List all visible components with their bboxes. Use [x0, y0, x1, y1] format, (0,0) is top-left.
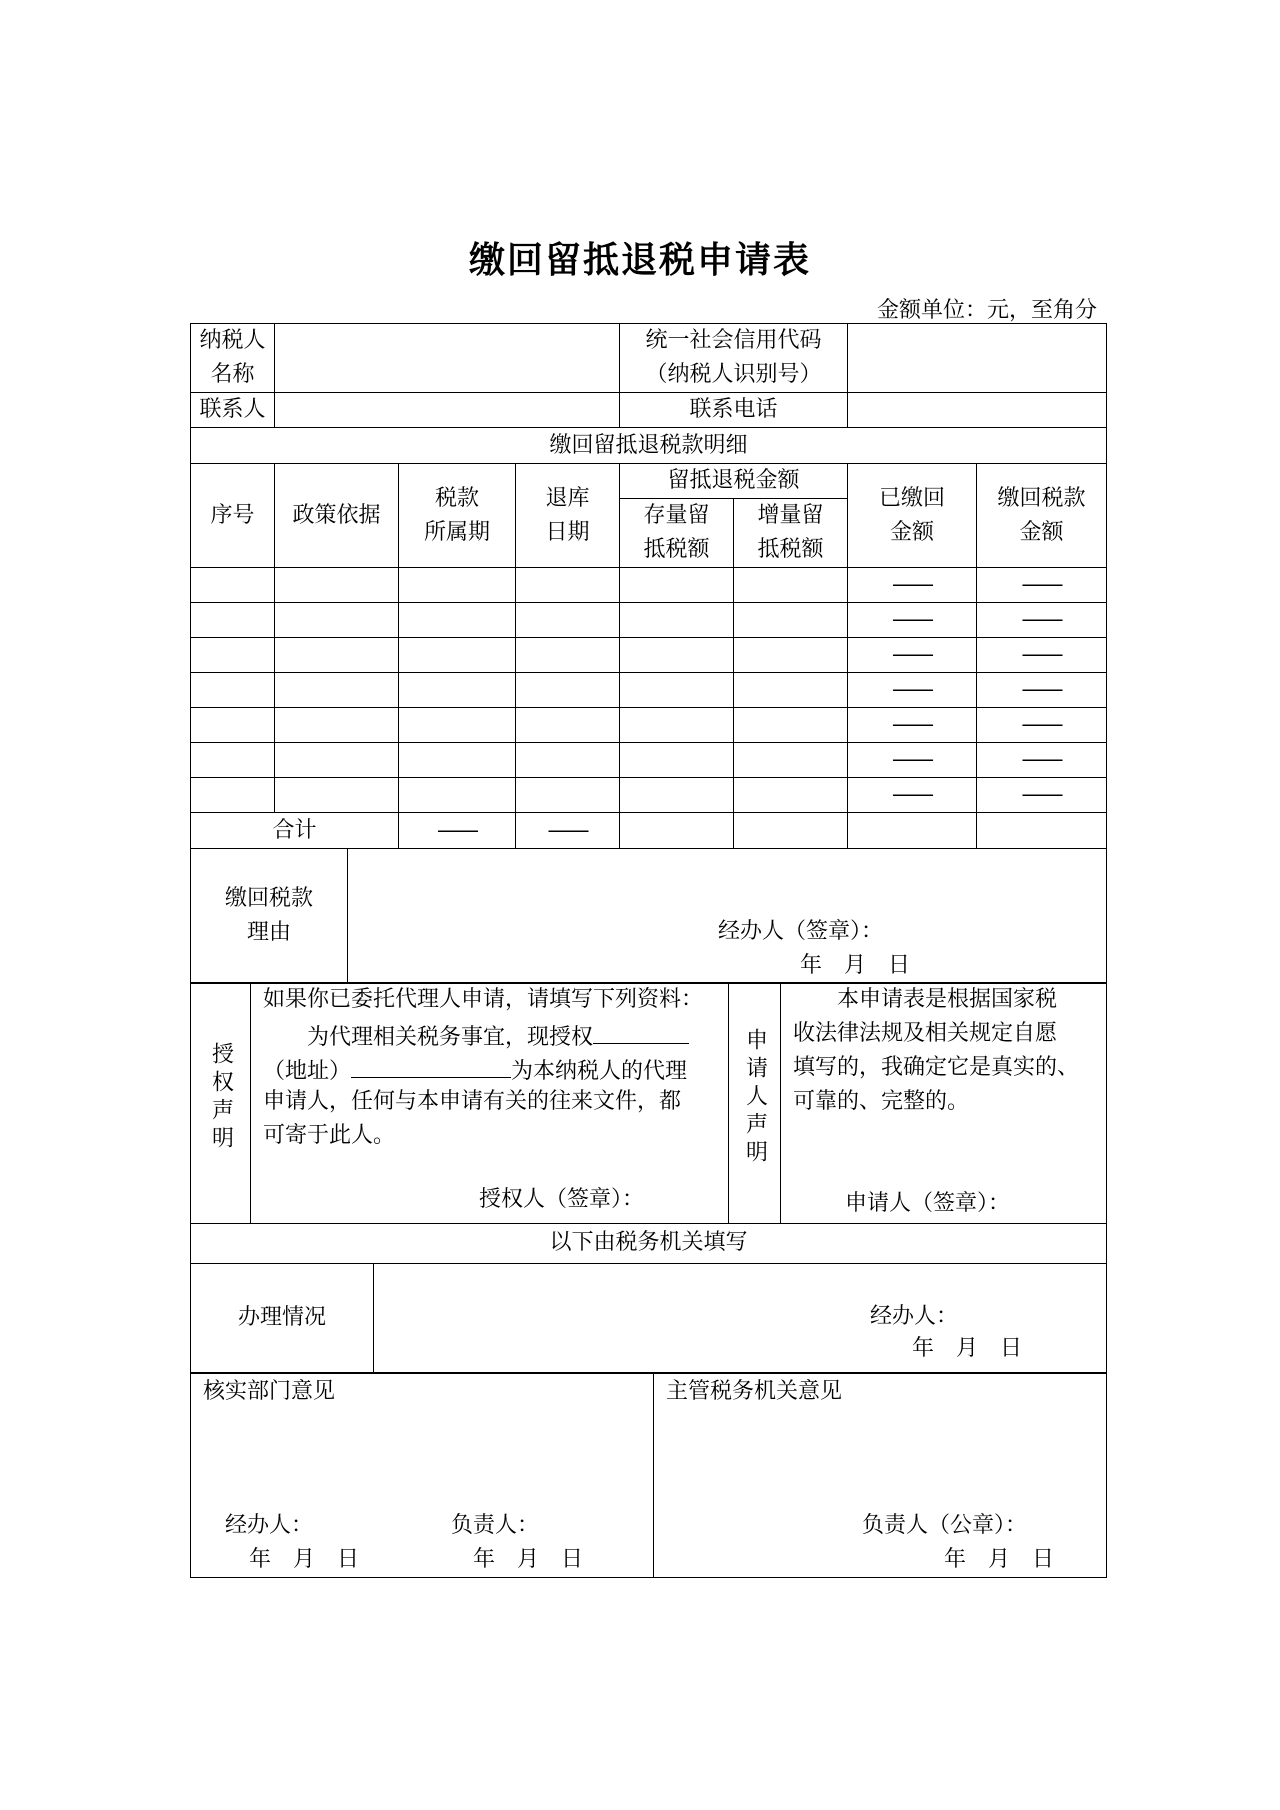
stock-field[interactable] [620, 603, 734, 638]
stock-field[interactable] [620, 568, 734, 603]
refund-date-field[interactable] [516, 568, 620, 603]
refund-date-field[interactable] [516, 603, 620, 638]
detail-row [191, 673, 1107, 708]
declaration-line-3: 填写的，我确定它是真实的、 [793, 1055, 1080, 1080]
verify-opinion-field[interactable] [191, 1373, 654, 1578]
policy-field[interactable] [275, 673, 399, 708]
authorization-content [251, 983, 729, 1224]
policy-field[interactable] [275, 778, 399, 813]
refund-date-field[interactable] [516, 673, 620, 708]
handling-label: 办理情况 [191, 1263, 374, 1373]
total-date-dash: —— [516, 813, 620, 849]
return-dash: —— [977, 568, 1107, 603]
taxpayer-name-label: 纳税人 名称 [191, 324, 275, 393]
policy-field[interactable] [275, 708, 399, 743]
header-refund-amount: 留抵退税金额 [620, 464, 848, 499]
total-incremental-field[interactable] [734, 813, 848, 849]
taxpayer-and-detail-table [190, 323, 1107, 849]
refund-date-field[interactable] [516, 778, 620, 813]
agent-name-blank[interactable] [593, 1017, 689, 1044]
header-return-amount: 缴回税款 金额 [977, 464, 1107, 568]
phone-label: 联系电话 [620, 393, 848, 428]
declaration-label: 申请人声明 [729, 983, 781, 1224]
policy-field[interactable] [275, 568, 399, 603]
incremental-field[interactable] [734, 673, 848, 708]
authorization-line-3: （地址） 为本纳税人的代理 [263, 1051, 687, 1089]
handling-handler: 经办人： [870, 1303, 959, 1329]
detail-row [191, 778, 1107, 813]
incremental-field[interactable] [734, 708, 848, 743]
amount-unit-note: 金额单位：元，至角分 [876, 298, 1097, 323]
period-field[interactable] [399, 743, 516, 778]
contact-label: 联系人 [191, 393, 275, 428]
reason-field[interactable] [348, 848, 1107, 983]
header-stock-credit: 存量留 抵税额 [620, 499, 734, 568]
declaration-content [781, 983, 1107, 1224]
verify-leader: 负责人： [451, 1513, 540, 1538]
seq-field[interactable] [191, 638, 275, 673]
refund-date-field[interactable] [516, 743, 620, 778]
seq-field[interactable] [191, 603, 275, 638]
incremental-field[interactable] [734, 743, 848, 778]
refund-date-field[interactable] [516, 708, 620, 743]
policy-field[interactable] [275, 638, 399, 673]
header-tax-period: 税款 所属期 [399, 464, 516, 568]
declaration-line-1: 本申请表是根据国家税 [837, 987, 1058, 1012]
total-stock-field[interactable] [620, 813, 734, 849]
handling-field[interactable] [374, 1263, 1107, 1373]
paid-dash: —— [848, 778, 977, 813]
return-dash: —— [977, 778, 1107, 813]
stock-field[interactable] [620, 708, 734, 743]
incremental-field[interactable] [734, 568, 848, 603]
return-dash: —— [977, 638, 1107, 673]
authorization-label: 授权声明 [191, 983, 251, 1224]
verify-handler-date: 年 月 日 [249, 1547, 360, 1572]
authority-date: 年 月 日 [944, 1547, 1055, 1572]
seq-field[interactable] [191, 673, 275, 708]
reason-table [190, 848, 1107, 984]
header-refund-date: 退库 日期 [516, 464, 620, 568]
stock-field[interactable] [620, 743, 734, 778]
seq-field[interactable] [191, 778, 275, 813]
paid-dash: —— [848, 673, 977, 708]
stock-field[interactable] [620, 778, 734, 813]
period-field[interactable] [399, 673, 516, 708]
incremental-field[interactable] [734, 603, 848, 638]
reason-date: 年 月 日 [800, 952, 911, 978]
paid-dash: —— [848, 603, 977, 638]
detail-row [191, 603, 1107, 638]
policy-field[interactable] [275, 603, 399, 638]
total-label: 合计 [191, 813, 399, 849]
total-return-field[interactable] [977, 813, 1107, 849]
return-dash: —— [977, 743, 1107, 778]
period-field[interactable] [399, 638, 516, 673]
authority-label: 主管税务机关意见 [666, 1379, 843, 1404]
handling-date: 年 月 日 [912, 1335, 1023, 1361]
incremental-field[interactable] [734, 638, 848, 673]
policy-field[interactable] [275, 743, 399, 778]
seq-field[interactable] [191, 708, 275, 743]
header-policy: 政策依据 [275, 464, 399, 568]
header-incremental-credit: 增量留 抵税额 [734, 499, 848, 568]
authorizer-signature: 授权人（签章）： [479, 1187, 645, 1212]
detail-rows [191, 568, 1107, 813]
refund-date-field[interactable] [516, 638, 620, 673]
detail-row [191, 743, 1107, 778]
credit-code-field[interactable] [848, 324, 1107, 393]
detail-row [191, 568, 1107, 603]
declaration-line-4: 可靠的、完整的。 [793, 1089, 970, 1114]
reason-label: 缴回税款 理由 [191, 848, 348, 983]
authority-leader: 负责人（公章）： [862, 1513, 1028, 1538]
paid-dash: —— [848, 743, 977, 778]
authority-opinion-field[interactable] [654, 1373, 1107, 1578]
header-seq: 序号 [191, 464, 275, 568]
credit-code-label: 统一社会信用代码 （纳税人识别号） [620, 324, 848, 393]
stock-field[interactable] [620, 673, 734, 708]
opinion-table [190, 1372, 1107, 1578]
total-period-dash: —— [399, 813, 516, 849]
authorization-line-1: 如果你已委托代理人申请，请填写下列资料： [263, 987, 704, 1012]
verify-handler: 经办人： [225, 1513, 314, 1538]
period-field[interactable] [399, 603, 516, 638]
taxpayer-name-field[interactable] [275, 324, 620, 393]
tax-office-section-title: 以下由税务机关填写 [191, 1223, 1107, 1263]
contact-field[interactable] [275, 393, 620, 428]
agent-address-blank[interactable] [351, 1051, 511, 1078]
period-field[interactable] [399, 568, 516, 603]
paid-dash: —— [848, 638, 977, 673]
page-title: 缴回留抵退税申请表 [468, 240, 811, 281]
seq-field[interactable] [191, 743, 275, 778]
detail-row [191, 638, 1107, 673]
paid-dash: —— [848, 708, 977, 743]
authorization-line-5: 可寄于此人。 [263, 1123, 396, 1148]
period-field[interactable] [399, 778, 516, 813]
return-dash: —— [977, 603, 1107, 638]
authorization-line-2: 为代理相关税务事宜，现授权 [307, 1017, 689, 1055]
total-paid-field[interactable] [848, 813, 977, 849]
phone-field[interactable] [848, 393, 1107, 428]
verify-leader-date: 年 月 日 [473, 1547, 584, 1572]
applicant-signature: 申请人（签章）： [845, 1191, 1011, 1216]
declaration-line-2: 收法律法规及相关规定自愿 [793, 1021, 1058, 1046]
stock-field[interactable] [620, 638, 734, 673]
return-dash: —— [977, 673, 1107, 708]
header-paid-amount: 已缴回 金额 [848, 464, 977, 568]
seq-field[interactable] [191, 568, 275, 603]
paid-dash: —— [848, 568, 977, 603]
incremental-field[interactable] [734, 778, 848, 813]
tax-office-table [190, 1223, 1107, 1374]
reason-handler: 经办人（签章）： [718, 918, 884, 944]
return-dash: —— [977, 708, 1107, 743]
period-field[interactable] [399, 708, 516, 743]
verify-label: 核实部门意见 [203, 1379, 336, 1404]
statement-table [190, 982, 1107, 1224]
detail-row [191, 708, 1107, 743]
application-form [190, 323, 1106, 1578]
authorization-line-4: 申请人，任何与本申请有关的往来文件，都 [263, 1089, 682, 1114]
detail-section-title: 缴回留抵退税款明细 [191, 428, 1107, 464]
